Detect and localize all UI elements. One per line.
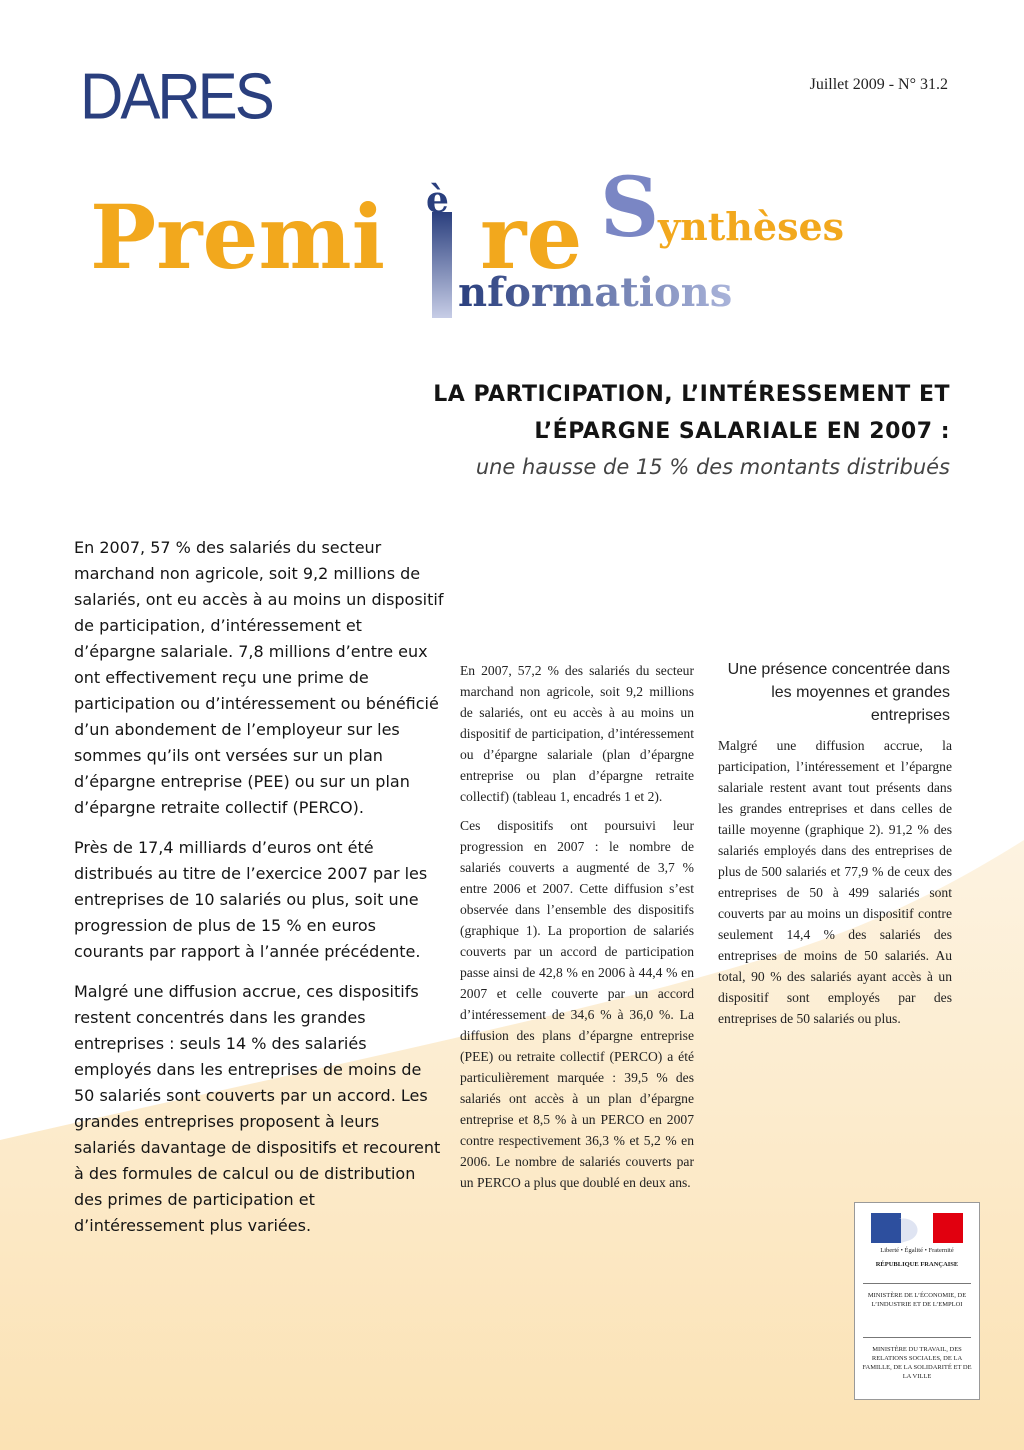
- body-paragraph: Malgré une diffusion accrue, la participation, l’intéressement et l’épargne salariale restent avant tout présents dans les grandes entreprises et dans celles de taille moyenne (graphique 2). 91,2 % des salariés employés dans des entreprises de plus de 500 salariés et 77,9 % de ceux des entreprises de 50 à 499 salariés sont couverts par au moins un dispositif contre seulement 14,4 % des salariés des entreprises de moins de 50 salariés. Au total, 90 % des salariés ayant accès à un dispositif sont employés par des entreprises de 50 salariés ou plus.: [718, 738, 952, 1026]
- republic-name: RÉPUBLIQUE FRANÇAISE: [875, 1261, 959, 1268]
- issue-number: Juillet 2009 - N° 31.2: [809, 76, 948, 93]
- body-paragraph: Ces dispositifs ont poursuivi leur progression en 2007 : le nombre de salariés couverts a augmenté de 3,7 % entre 2006 et 2007. Cette diffusion s’est observée dans l’ensemble des dispositifs (graphique 1). La proportion de salariés couverts par un accord de participation passe ainsi de 42,8 % en 2006 à 44,4 % en 2007 et celle couverte par un accord d’intéressement de 34,6 % à 36,0 %. La diffusion des plans d’épargne entreprise (PEE) ou retraite collectif (PERCO) a été particulièrement marquée : 39,5 % des salariés ont accès à un plan d’épargne entreprise et 8,5 % à un PERCO en 2007 contre respectivement 36,3 % et 5,2 % en 2006. Le nombre de salariés couverts par un PERCO a plus que doublé en deux ans.: [460, 818, 694, 1190]
- ministry-labour: MINISTÈRE DU TRAVAIL, DES RELATIONS SOCIALES, DE LA FAMILLE, DE LA SOLIDARITÉ ET DE LA VILLE: [862, 1346, 972, 1380]
- masthead-word-re: re: [480, 185, 583, 289]
- ministry-economy: MINISTÈRE DE L’ÉCONOMIE, DE L’INDUSTRIE ET DE L’EMPLOI: [867, 1292, 967, 1308]
- masthead-informations: nformations: [458, 269, 733, 316]
- lead-paragraph-3: Malgré une diffusion accrue, ces dispositifs restent concentrés dans les grandes entreprises : seuls 14 % des salariés employés dans les entreprises de moins de 50 salariés sont couverts par un accord. Les grandes entreprises proposent à leurs salariés davantage de dispositifs et recourent à des formules de calcul ou de distribution des primes de participation et d’intéressement plus variées.: [74, 982, 441, 1235]
- republic-motto: Liberté • Égalité • Fraternité: [880, 1247, 954, 1254]
- page-title-line1: LA PARTICIPATION, L’INTÉRESSEMENT ET: [433, 382, 950, 407]
- lead-paragraph-1: En 2007, 57 % des salariés du secteur marchand non agricole, soit 9,2 millions de salariés, ont eu accès à au moins un dispositif de participation, d’intéressement et d’épargne salariale. 7,8 millions d’entre eux ont effectivement reçu une prime de participation ou d’intéressement ou bénéficié d’un abondement de l’employeur sur les sommes qu’ils ont versées sur un plan d’épargne entreprise (PEE) ou sur un plan d’épargne retraite collectif (PERCO).: [74, 538, 444, 817]
- masthead-syntheses: ynthèses: [658, 204, 845, 249]
- marianne-flag-icon: [871, 1213, 963, 1243]
- masthead-i-stem: [432, 212, 452, 318]
- ministry-logo-block: [854, 1202, 980, 1400]
- body-column-1: [460, 660, 694, 1201]
- section-heading: Une présence concentrée dans les moyennes et grandes entreprises: [727, 661, 950, 724]
- premieres-syntheses-masthead: [90, 170, 950, 330]
- lead-summary: [74, 535, 444, 1253]
- lead-paragraph-2: Près de 17,4 milliards d’euros ont été distribués au titre de l’exercice 2007 par les entreprises de 10 salariés ou plus, soit une progression de plus de 15 % en euros courants par rapport à l’année précédente.: [74, 838, 428, 961]
- body-paragraph: En 2007, 57,2 % des salariés du secteur marchand non agricole, soit 9,2 millions de salariés, ont eu accès à au moins un dispositif de participation, d’intéressement ou d’épargne salariale (plan d’épargne entreprise ou plan d’épargne retraite collectif) (tableau 1, encadrés 1 et 2).: [460, 663, 694, 804]
- page-subtitle: une hausse de 15 % des montants distribués: [475, 455, 950, 479]
- masthead-s-initial: S: [600, 170, 660, 256]
- body-column-2: [718, 735, 952, 1029]
- logo-divider: [863, 1337, 971, 1338]
- page-title-line2: L’ÉPARGNE SALARIALE EN 2007 :: [534, 419, 950, 444]
- dares-logo: DARES: [80, 60, 272, 133]
- logo-divider: [863, 1283, 971, 1284]
- masthead-word-premi: Premi: [90, 185, 386, 289]
- masthead-accent: è: [426, 179, 449, 221]
